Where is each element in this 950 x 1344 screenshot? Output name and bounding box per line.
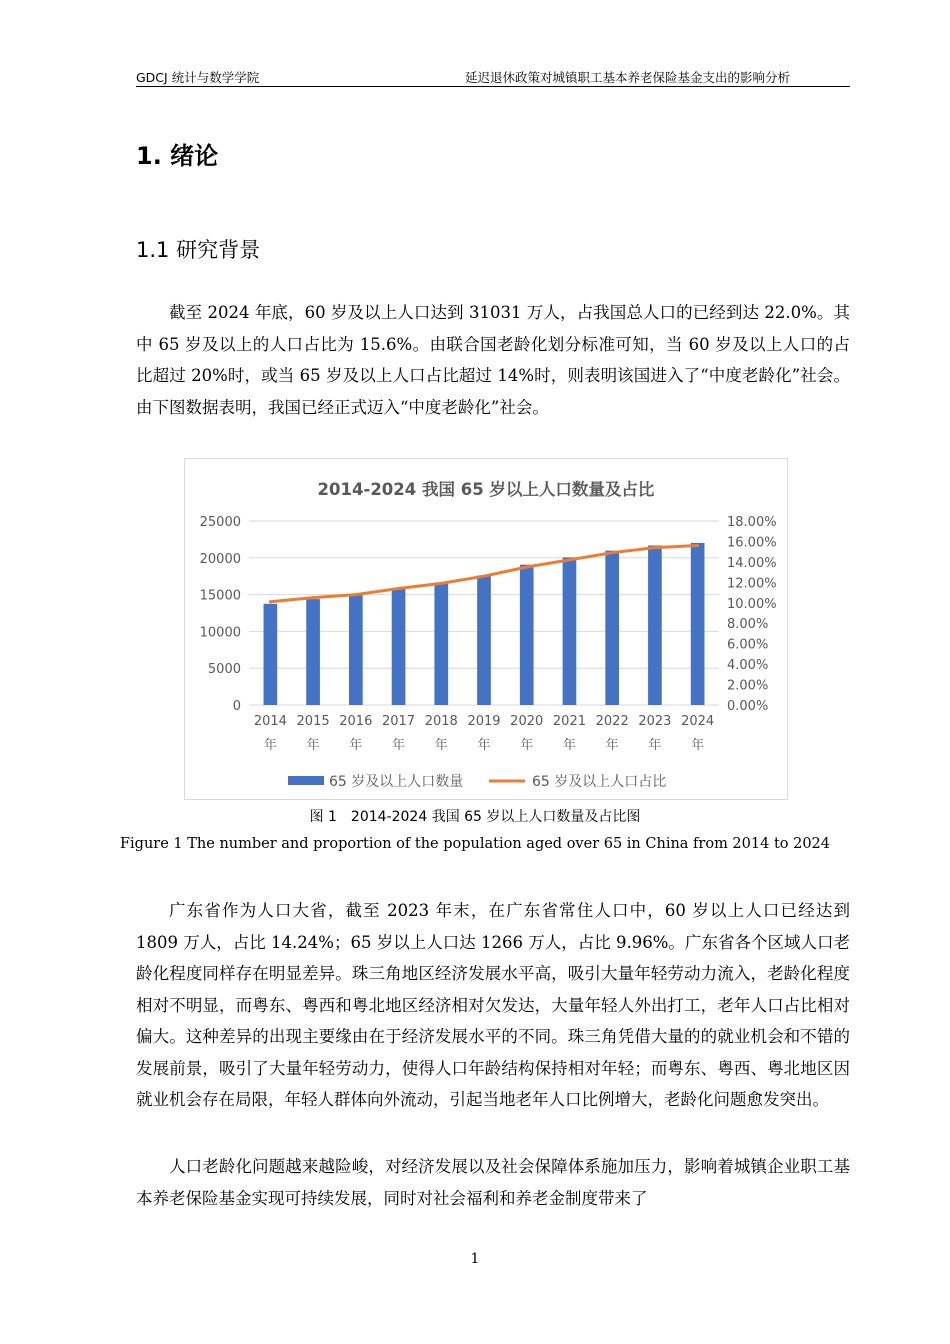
x-tick-label: 2024 bbox=[681, 714, 715, 729]
bar bbox=[306, 599, 320, 705]
chart-bars bbox=[264, 543, 705, 705]
chart-figure bbox=[184, 458, 788, 800]
x-tick-label: 2023 bbox=[638, 714, 672, 729]
page-header bbox=[136, 66, 850, 87]
x-tick-suffix: 年 bbox=[648, 738, 662, 753]
bar bbox=[434, 582, 448, 705]
right-tick-label: 8.00% bbox=[727, 617, 769, 633]
chart-left-axis bbox=[200, 515, 241, 714]
left-tick-label: 10000 bbox=[199, 625, 241, 641]
line-point bbox=[312, 596, 315, 599]
x-tick-suffix: 年 bbox=[477, 738, 491, 753]
chart-right-axis bbox=[727, 515, 777, 714]
line-point bbox=[611, 551, 614, 554]
chart-legend bbox=[288, 773, 666, 790]
subsection-title: 1.1 研究背景 bbox=[136, 238, 261, 262]
legend-bar-label: 65 岁及以上人口数量 bbox=[329, 774, 464, 790]
figure-caption-en: Figure 1 The number and proportion of the population aged over 65 in China from 2014 to 2024 bbox=[119, 836, 831, 852]
page-number: 1 bbox=[470, 1251, 480, 1267]
line-point bbox=[397, 587, 400, 590]
bar bbox=[520, 565, 534, 705]
x-tick-suffix: 年 bbox=[349, 738, 363, 753]
x-tick-suffix: 年 bbox=[691, 738, 705, 753]
line-point bbox=[525, 566, 528, 569]
paragraph-1: 截至 2024 年底，60 岁及以上人口达到 31031 万人，占我国总人口的已经到达 22.0%。其中 65 岁及以上的人口占比为 15.6%。由联合国老龄化划分标准可知，当 60 岁及以上人口的占比超过 20%时，或当 65 岁及以上人口占比超过 14%时，则表明该国进入了“中度老龄化”社会。由下图数据表明，我国已经正式迈入“中度老龄化”社会。 bbox=[136, 303, 850, 417]
x-tick-label: 2020 bbox=[510, 714, 544, 729]
legend-line-label: 65 岁及以上人口占比 bbox=[532, 774, 667, 790]
right-tick-label: 4.00% bbox=[727, 658, 769, 674]
section-title: 1. 绪论 bbox=[136, 142, 219, 170]
x-tick-label: 2017 bbox=[381, 714, 416, 729]
bar bbox=[605, 551, 619, 705]
x-tick-label: 2014 bbox=[253, 714, 287, 729]
line-point bbox=[269, 600, 272, 603]
right-tick-label: 14.00% bbox=[727, 555, 777, 571]
legend-bar-swatch bbox=[288, 776, 324, 785]
right-tick-label: 10.00% bbox=[727, 596, 777, 612]
x-tick-label: 2022 bbox=[595, 714, 629, 729]
x-tick-suffix: 年 bbox=[434, 738, 448, 753]
line-point bbox=[653, 546, 656, 549]
x-tick-suffix: 年 bbox=[306, 738, 320, 753]
right-tick-label: 16.00% bbox=[727, 535, 777, 551]
header-paper-title: 延迟退休政策对城镇职工基本养老保险基金支出的影响分析 bbox=[464, 70, 790, 85]
line-point bbox=[483, 575, 486, 578]
line-point bbox=[354, 593, 357, 596]
bar bbox=[349, 595, 363, 705]
x-tick-suffix: 年 bbox=[605, 738, 619, 753]
right-tick-label: 18.00% bbox=[727, 515, 777, 530]
x-tick-label: 2018 bbox=[424, 714, 458, 729]
left-tick-label: 0 bbox=[232, 699, 241, 714]
x-tick-label: 2021 bbox=[552, 714, 587, 729]
bar bbox=[392, 588, 406, 705]
x-tick-label: 2019 bbox=[467, 714, 501, 729]
paragraph-2: 广东省作为人口大省，截至 2023 年末，在广东省常住人口中，60 岁以上人口已经达到 1809 万人，占比 14.24%；65 岁以上人口达 1266 万人，占比 9.96%。广东省各个区域人口老龄化程度同样存在明显差异。珠三角地区经济发展水平高，吸引大量年轻劳动力流入，老龄化程度相对不明显，而粤东、粤西和粤北地区经济相对欠发达，大量年轻人外出打工，老年人口占比相对偏大。这种差异的出现主要缘由在于经济发展水平的不同。珠三角凭借大量的的就业机会和不错的发展前景，吸引了大量年轻劳动力，使得人口年龄结构保持相对年轻；而粤东、粤西、粤北地区因就业机会存在局限，年轻人群体向外流动，引起当地老年人口比例增大，老龄化问题愈发突出。 bbox=[136, 901, 850, 1109]
x-tick-suffix: 年 bbox=[562, 738, 576, 753]
bar bbox=[477, 575, 491, 705]
left-tick-label: 20000 bbox=[199, 551, 241, 567]
bar bbox=[691, 543, 705, 705]
x-tick-label: 2015 bbox=[296, 714, 330, 729]
right-tick-label: 2.00% bbox=[727, 678, 769, 694]
left-tick-label: 25000 bbox=[199, 515, 241, 530]
left-tick-label: 5000 bbox=[207, 662, 241, 678]
figure-caption-cn: 图 1 2014-2024 我国 65 岁以上人口数量及占比图 bbox=[309, 809, 641, 825]
right-tick-label: 0.00% bbox=[727, 699, 769, 714]
left-tick-label: 15000 bbox=[199, 588, 241, 604]
chart-x-axis bbox=[254, 714, 714, 753]
line-point bbox=[440, 582, 443, 585]
line-point bbox=[696, 544, 699, 547]
paragraph-3: 人口老龄化问题越来越险峻，对经济发展以及社会保障体系施加压力，影响着城镇企业职工基本养老保险基金实现可持续发展，同时对社会福利和养老金制度带来了 bbox=[136, 1157, 850, 1208]
x-tick-suffix: 年 bbox=[520, 738, 534, 753]
chart-title: 2014-2024 我国 65 岁以上人口数量及占比 bbox=[317, 480, 655, 499]
bar bbox=[563, 557, 577, 705]
right-tick-label: 12.00% bbox=[727, 576, 777, 592]
x-tick-suffix: 年 bbox=[263, 738, 277, 753]
x-tick-suffix: 年 bbox=[392, 738, 406, 753]
bar bbox=[264, 604, 278, 705]
chart-svg bbox=[185, 459, 787, 799]
header-institution: GDCJ 统计与数学学院 bbox=[136, 70, 260, 85]
x-tick-label: 2016 bbox=[339, 714, 373, 729]
bar bbox=[648, 545, 662, 705]
line-point bbox=[568, 558, 571, 561]
right-tick-label: 6.00% bbox=[727, 637, 769, 653]
